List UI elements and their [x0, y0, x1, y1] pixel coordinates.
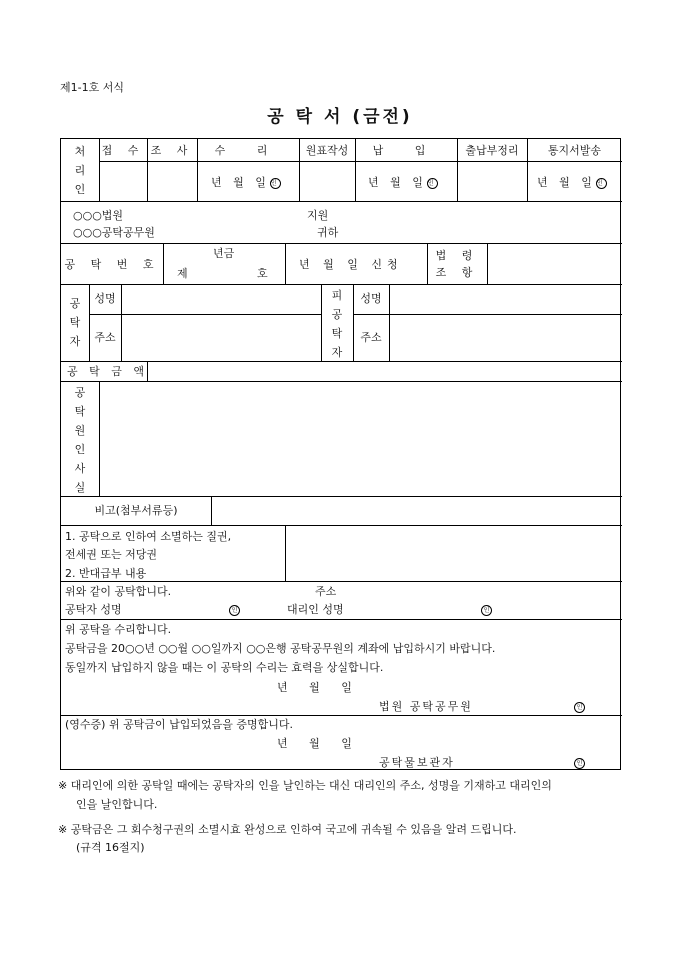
rule — [285, 243, 286, 284]
rule — [211, 496, 212, 525]
note-2: ※ 공탁금은 그 회수청구권의 소멸시효 완성으로 인하여 국고에 귀속될 수 있음을 알려 드립니다. — [58, 823, 517, 836]
rule — [61, 525, 622, 526]
law-label-2: 조 항 — [435, 266, 479, 279]
acceptance-date-line: 년 월 일 — [277, 681, 361, 694]
rule — [99, 161, 622, 162]
acceptance-line-3: 동일까지 납입하지 않을 때는 이 공탁의 수리는 효력을 상실합니다. — [65, 661, 384, 674]
processing-header: 처 리 인 — [74, 145, 86, 196]
officer-line: ○○○공탁공무원 — [73, 226, 155, 239]
court-line: ○○○법원 — [73, 209, 124, 222]
rule — [61, 715, 622, 716]
extinguished-line-2: 전세권 또는 저당권 — [65, 548, 158, 561]
seal-mark: 인 — [574, 758, 585, 769]
seal-mark: 인 — [481, 605, 492, 616]
rule — [353, 314, 622, 315]
rule — [163, 243, 164, 284]
depositee-header: 피 공 탁 자 — [331, 289, 343, 359]
rule — [61, 619, 622, 620]
deposit-form-table — [60, 138, 621, 770]
receipt-officer: 공탁물보관자 — [379, 756, 455, 769]
form-number: 제1-1호 서식 — [60, 81, 124, 94]
depositee-name-label: 성명 — [360, 292, 382, 305]
payment-date: 년 월 일인 — [368, 176, 438, 189]
rule — [121, 284, 122, 361]
rule — [321, 284, 322, 361]
agent-seal — [481, 603, 492, 616]
deposit-number-label: 공 탁 번 호 — [64, 258, 160, 271]
receipt-seal — [574, 756, 585, 769]
cause-facts-header: 공 탁 원 인 사 실 — [74, 386, 86, 494]
seal-mark: 인 — [229, 605, 240, 616]
receipt-line-1: (영수증) 위 공탁금이 납입되었음을 증명합니다. — [65, 718, 293, 731]
acceptance-line-2: 공탁금을 20○○년 ○○월 ○○일까지 ○○은행 공탁공무원의 계좌에 납입하시기 바랍니다. — [65, 642, 496, 655]
notice-date: 년 월 일인 — [537, 176, 607, 189]
rule — [61, 243, 622, 244]
col-payment: 납 입 — [372, 144, 440, 157]
acceptance-line-1: 위 공탁을 수리합니다. — [65, 623, 172, 636]
rule — [61, 581, 622, 582]
law-label-1: 법 령 — [435, 249, 479, 262]
address-label: 주소 — [315, 585, 337, 598]
depositor-seal — [229, 603, 240, 616]
branch-label: 지원 — [307, 209, 329, 222]
rule — [89, 314, 321, 315]
rule — [61, 201, 622, 202]
depositor-address-label: 주소 — [94, 331, 116, 344]
acceptance-officer: 법원 공탁공무원 — [379, 700, 473, 713]
rule — [61, 496, 622, 497]
rule — [389, 284, 390, 361]
apply-date: 년 월 일 신청 — [299, 258, 403, 271]
extinguished-line-1: 1. 공탁으로 인하여 소멸하는 질권, — [65, 530, 232, 543]
addressee: 귀하 — [317, 226, 339, 239]
agent-signature: 대리인 성명 — [287, 603, 344, 616]
col-cash-book: 출납부정리 — [465, 144, 519, 157]
receipt-date-line: 년 월 일 — [277, 737, 361, 750]
seal-mark: 인 — [270, 180, 281, 187]
seal-mark: 인 — [596, 180, 607, 187]
col-reception: 접 수 — [101, 144, 145, 157]
note-1-line-1: ※ 대리인에 의한 공탁일 때에는 공탁자의 인을 날인하는 대신 대리인의 주소, 성명을 기재하고 대리인의 — [58, 779, 552, 792]
rule — [61, 381, 622, 382]
col-ledger-entry: 원표작성 — [305, 144, 349, 157]
year-label: 년금 — [213, 247, 235, 260]
rule — [285, 525, 286, 581]
ho-label: 호 — [257, 267, 268, 280]
col-notice-sent: 통지서발송 — [547, 144, 602, 157]
col-acceptance: 수 리 — [214, 144, 282, 157]
acceptance-seal — [574, 700, 585, 713]
je-label: 제 — [177, 267, 188, 280]
rule — [99, 381, 100, 496]
depositor-name-label: 성명 — [94, 292, 116, 305]
rule — [61, 284, 622, 285]
rule — [487, 243, 488, 284]
depositor-header: 공 탁 자 — [69, 297, 81, 348]
seal-mark: 인 — [427, 180, 438, 187]
remarks-label: 비고(첨부서류등) — [94, 504, 178, 517]
col-investigation: 조 사 — [150, 144, 194, 157]
depositee-address-label: 주소 — [360, 331, 382, 344]
paper-size-rule: (규격 16절지) — [76, 841, 145, 854]
acceptance-date: 년 월 일인 — [211, 176, 281, 189]
declaration-text: 위와 같이 공탁합니다. — [65, 585, 172, 598]
extinguished-line-3: 2. 반대급부 내용 — [65, 567, 147, 580]
note-1-line-2: 인을 날인합니다. — [76, 798, 158, 811]
seal-mark: 인 — [574, 702, 585, 713]
page-title: 공 탁 서 (금전) — [267, 107, 413, 127]
depositor-signature: 공탁자 성명 — [65, 603, 122, 616]
amount-label: 공 탁 금 액 — [67, 365, 148, 378]
